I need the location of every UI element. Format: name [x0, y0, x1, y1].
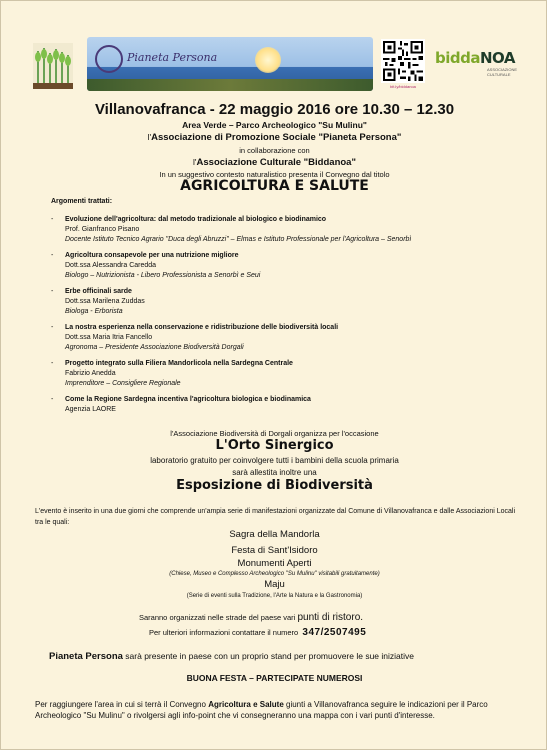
topics-section [51, 197, 521, 421]
topic-item [51, 251, 521, 281]
event-date: Villanovafranca - 22 maggio 2016 ore 10.30 – 12.30 [94, 101, 455, 118]
collaboration-prefix: in collaborazione con [239, 146, 310, 155]
qr-caption: bit.ly/biddanoa [390, 84, 416, 89]
access-paragraph [35, 699, 521, 721]
access-text-a: Per raggiungere l'area in cui si terrà il Convegno [35, 700, 206, 709]
topic-bullet: - [51, 288, 54, 295]
event-festa: Festa di Sant'Isidoro [231, 545, 318, 556]
topic-role: Docente Istituto Tecnico Agrario "Duca degli Abruzzi" – Elmas e Istituto Professionale per l'Agricoltura – Senorbì [65, 236, 412, 243]
event-maju: Maju [264, 579, 285, 590]
topics-heading: Argomenti trattati: [51, 198, 113, 205]
qr-code-icon [381, 39, 425, 83]
topic-bullet: - [51, 324, 54, 331]
pianeta-text: sarà presente in paese con un proprio stand per promuovere le sue iniziative [125, 651, 414, 661]
topic-role: Biologa - Erborista [65, 308, 123, 315]
access-text-c: giunti a Villanovafranca seguire le indicazioni per il Parco Archeologico "Su Mulinu" o rivolgersi agli info-point che vi consegneranno una mappa con i vari punti d'interesse. [35, 700, 488, 720]
topic-item [51, 359, 521, 389]
topic-item [51, 287, 521, 317]
topic-speaker: Agenzia LAORE [65, 406, 116, 413]
orto-description: laboratorio gratuito per coinvolgere tutti i bambini della scuola primaria [150, 456, 399, 465]
organizer-name: Associazione di Promozione Sociale "Pianeta Persona" [151, 132, 402, 143]
biddanoa-subtitle: ASSOCIAZIONE CULTURALE [487, 67, 518, 77]
biddanoa-logo-part-a: bidda [435, 49, 480, 67]
event-monumenti-note: (Chiese, Museo e Complesso Archeologico "Su Mulinu" visitabili gratuitamente) [169, 571, 380, 577]
ristoro-line [139, 612, 363, 623]
ristoro-text: Saranno organizzati nelle strade del paese vari [139, 613, 296, 622]
collaborator-prefix: l' [193, 157, 197, 167]
collaborator-name: Associazione Culturale "Biddanoa" [196, 157, 356, 168]
topic-title: Evoluzione dell'agricoltura: dal metodo tradizionale al biologico e biodinamico [65, 216, 327, 223]
topic-role: Imprenditore – Consigliere Regionale [65, 380, 181, 387]
biddanoa-logo [435, 49, 515, 67]
topic-speaker: Dott.ssa Maria Itria Fancello [65, 334, 153, 341]
exhibition-intro: sarà allestita inoltre una [232, 468, 317, 477]
access-highlight: Agricoltura e Salute [208, 700, 284, 709]
info-phone: 347/2507495 [302, 627, 367, 638]
pianeta-name: Pianeta Persona [49, 651, 123, 662]
topic-bullet: - [51, 396, 54, 403]
events-paragraph: L'evento è inserito in una due giorni che comprende un'ampia serie di manifestazioni organizzate dal Comune di Villanovafranca e dalle Associazioni Locali tra le quali: [35, 508, 515, 526]
orto-title: L'Orto Sinergico [215, 438, 334, 453]
pianeta-persona-logo-icon [95, 45, 123, 73]
topic-title: Agricoltura consapevole per una nutrizione migliore [65, 252, 239, 259]
banner-name: Pianeta Persona [127, 51, 218, 64]
topic-speaker: Dott.ssa Marilena Zuddas [65, 298, 145, 305]
sun-graphic [255, 47, 281, 73]
collaborator-line [1, 157, 547, 168]
topic-item [51, 323, 521, 353]
topic-speaker: Fabrizio Anedda [65, 370, 116, 377]
agriculture-logo [33, 43, 73, 89]
topic-title: La nostra esperienza nella conservazione e ridistribuzione delle biodiversità locali [65, 324, 339, 331]
ristoro-highlight: punti di ristoro. [297, 612, 364, 623]
pianeta-stand-line [49, 651, 414, 662]
conference-title: AGRICOLTURA E SALUTE [180, 178, 369, 194]
event-monumenti: Monumenti Aperti [237, 558, 312, 569]
exhibition-title: Esposizione di Biodiversità [176, 478, 373, 493]
biddanoa-logo-part-b: NOA [479, 49, 515, 67]
topic-bullet: - [51, 216, 54, 223]
topic-role: Biologo – Nutrizionista - Libero Professionista a Senorbì e Seui [65, 272, 261, 279]
topic-title: Erbe officinali sarde [65, 288, 132, 295]
organizer-prefix: l' [147, 132, 152, 142]
event-place: Area Verde – Parco Archeologico "Su Mulinu" [182, 120, 367, 130]
event-maju-note: (Serie di eventi sulla Tradizione, l'Arte la Natura e la Gastronomia) [186, 593, 363, 599]
topic-title: Come la Regione Sardegna incentiva l'agricoltura biologica e biodinamica [65, 396, 311, 403]
topic-title: Progetto integrato sulla Filiera Mandorlicola nella Sardegna Centrale [65, 360, 293, 367]
event-sagra: Sagra della Mandorla [229, 529, 320, 540]
closing-slogan: BUONA FESTA – PARTECIPATE NUMEROSI [186, 673, 363, 683]
topic-item [51, 395, 521, 415]
header [25, 37, 525, 91]
info-text: Per ulteriori informazioni contattare il numero [149, 628, 299, 637]
pianeta-persona-banner [87, 37, 373, 91]
orto-organizer: l'Associazione Biodiversità di Dorgali organizza per l'occasione [170, 429, 379, 438]
topic-speaker: Dott.ssa Alessandra Caredda [65, 262, 157, 269]
topic-bullet: - [51, 360, 54, 367]
landscape-graphic [87, 79, 373, 91]
topic-item [51, 215, 521, 245]
topic-speaker: Prof. Gianfranco Pisano [65, 226, 140, 233]
topic-bullet: - [51, 252, 54, 259]
info-line [149, 627, 366, 638]
topic-role: Agronoma – Presidente Associazione Biodiversità Dorgali [65, 344, 244, 351]
organizer-line [1, 132, 547, 143]
intro-line: In un suggestivo contesto naturalistico presenta il Convegno dal titolo [159, 170, 390, 179]
